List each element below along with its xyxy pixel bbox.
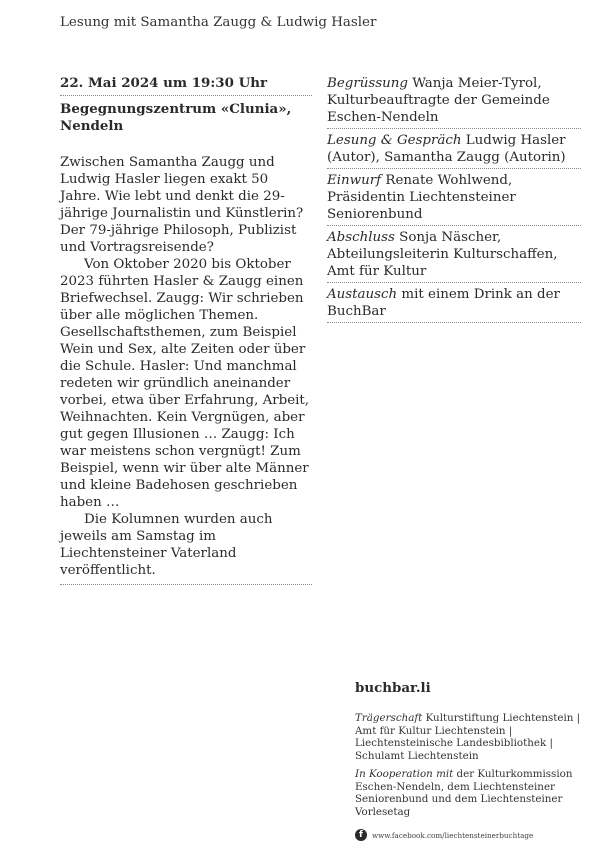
program-role: Einwurf bbox=[327, 173, 382, 188]
program-list bbox=[327, 75, 581, 326]
program-item bbox=[327, 75, 581, 129]
sponsor-label: Trägerschaft bbox=[355, 712, 423, 724]
description-paragraph: Von Oktober 2020 bis Oktober 2023 führten Hasler & Zaugg einen Briefwechsel. Zaugg: Wir schrieben über alle möglichen Themen. Gesellschaftsthemen, zum Beispiel Wein und Sex, alte Zeiten oder über die Schule. Hasler: Und manchmal redeten wir gründlich aneinander vorbei, etwa über Erfahrung, Arbeit, Weihnachten. Kein Vergnügen, aber gut gegen Illusionen … Zaugg: Ich war meistens schon vergnügt! Zum Beispiel, wenn wir über alte Männer und kleine Badehosen geschrieben haben … bbox=[60, 257, 310, 510]
cooperation-text: der Kulturkommission Eschen-Nendeln, dem Liechtensteiner Seniorenbund und dem Liechtensteiner Vorlesetag bbox=[355, 768, 573, 818]
event-description bbox=[60, 154, 312, 585]
event-date: 22. Mai 2024 um 19:30 Uhr bbox=[60, 75, 312, 96]
cooperation-info bbox=[355, 768, 595, 818]
program-role: Abschluss bbox=[327, 230, 395, 245]
program-item bbox=[327, 172, 581, 226]
page-header-title: Lesung mit Samantha Zaugg & Ludwig Hasler bbox=[60, 15, 377, 30]
footer bbox=[355, 680, 595, 841]
sponsor-text: Kulturstiftung Liechtenstein | Amt für Kultur Liechtenstein | Liechtensteinische Landesbibliothek | Schulamt Liechtenstein bbox=[355, 712, 581, 762]
program-role: Austausch bbox=[327, 287, 398, 302]
sponsor-info bbox=[355, 712, 595, 762]
program-item bbox=[327, 132, 581, 169]
facebook-icon: f bbox=[355, 829, 367, 841]
event-venue: Begegnungszentrum «Clunia», Nendeln bbox=[60, 101, 292, 134]
facebook-link[interactable] bbox=[355, 829, 595, 841]
program-text: Ludwig Hasler (Autor), Samantha Zaugg (Autorin) bbox=[327, 133, 566, 165]
facebook-url[interactable]: www.facebook.com/liechtensteinerbuchtage bbox=[372, 830, 534, 840]
brand-name: buchbar.li bbox=[355, 680, 431, 696]
program-text: Renate Wohlwend, Präsidentin Liechtensteiner Seniorenbund bbox=[327, 173, 516, 222]
description-paragraph: Die Kolumnen wurden auch jeweils am Samstag im Liechtensteiner Vaterland veröffentlicht. bbox=[60, 512, 273, 578]
cooperation-label: In Kooperation mit bbox=[355, 768, 454, 780]
program-text: mit einem Drink an der BuchBar bbox=[327, 287, 560, 319]
program-text: Wanja Meier-Tyrol, Kulturbeauftragte der Gemeinde Eschen-Nendeln bbox=[327, 76, 550, 125]
program-text: Sonja Näscher, Abteilungsleiterin Kulturschaffen, Amt für Kultur bbox=[327, 230, 558, 279]
program-role: Lesung & Gespräch bbox=[327, 133, 462, 148]
description-paragraph: Zwischen Samantha Zaugg und Ludwig Hasler liegen exakt 50 Jahre. Wie lebt und denkt die 29-jährige Journalistin und Künstlerin? Der 79-jährige Philosoph, Publizist und Vortragsreisende? bbox=[60, 155, 304, 255]
program-item bbox=[327, 286, 581, 323]
program-item bbox=[327, 229, 581, 283]
event-details bbox=[60, 75, 312, 585]
program-role: Begrüssung bbox=[327, 76, 408, 91]
